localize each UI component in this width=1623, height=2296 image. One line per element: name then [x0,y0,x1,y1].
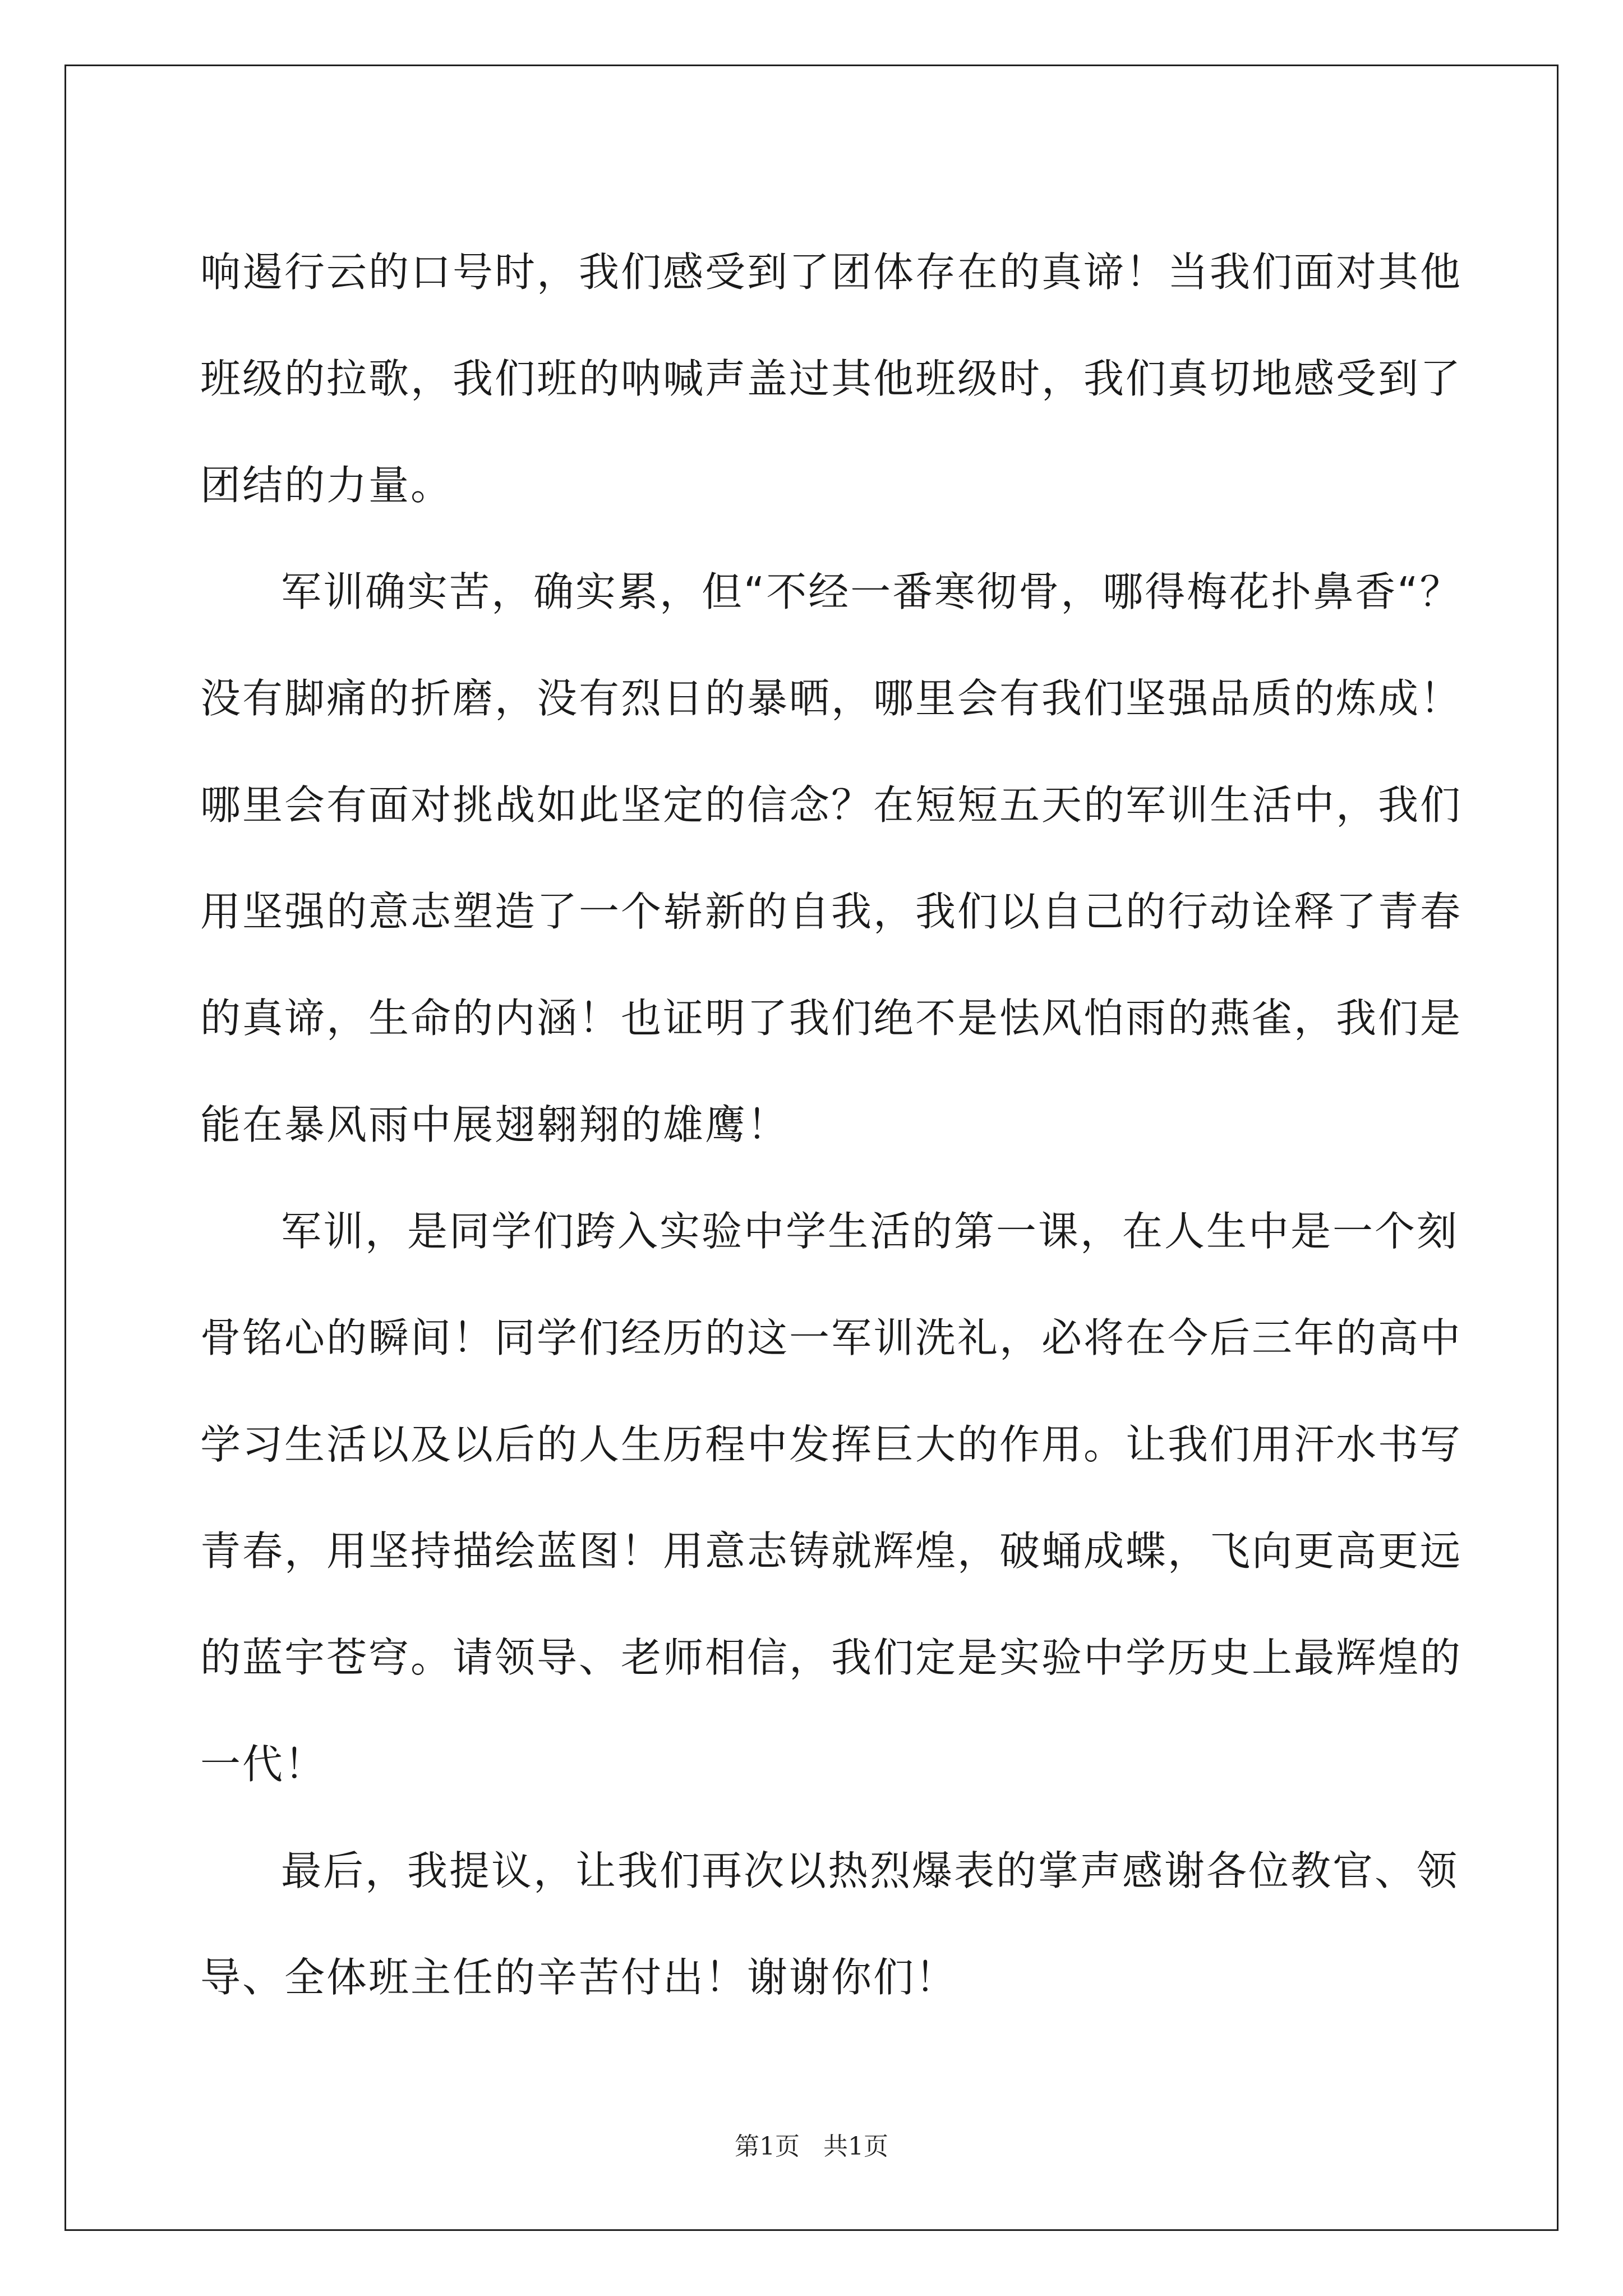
text-line: 的蓝宇苍穹。请领导、老师相信，我们定是实验中学历史上最辉煌的 [200,1634,1463,1681]
text-line: 哪里会有面对挑战如此坚定的信念？在短短五天的军训生活中，我们 [200,781,1463,829]
text-line: 用坚强的意志塑造了一个崭新的自我，我们以自己的行动诠释了青春 [200,888,1463,935]
text-line: 青春，用坚持描绘蓝图！用意志铸就辉煌，破蛹成蝶，飞向更高更远 [200,1527,1463,1575]
paragraph-2 [200,539,1463,1178]
page-footer: 第1页 共1页 [735,2132,888,2161]
text-line: 骨铭心的瞬间！同学们经历的这一军训洗礼，必将在今后三年的高中 [200,1314,1463,1361]
text-line: 能在暴风雨中展翅翱翔的雄鹰！ [200,1101,790,1148]
text-line: 军训确实苦，确实累，但“不经一番寒彻骨，哪得梅花扑鼻香“？ [281,568,1462,615]
text-line: 军训，是同学们跨入实验中学生活的第一课，在人生中是一个刻 [281,1208,1459,1255]
text-line: 导、全体班主任的辛苦付出！谢谢你们！ [200,1954,958,2001]
text-line: 学习生活以及以后的人生历程中发挥巨大的作用。让我们用汗水书写 [200,1421,1463,1468]
document-body [200,219,1463,2031]
paragraph-4 [200,1818,1459,2031]
text-line: 的真谛，生命的内涵！也证明了我们绝不是怯风怕雨的燕雀，我们是 [200,995,1463,1042]
text-line: 响遏行云的口号时，我们感受到了团体存在的真谛！当我们面对其他 [200,249,1463,296]
paragraph-1 [200,219,1463,539]
text-line: 最后，我提议，让我们再次以热烈爆表的掌声感谢各位教官、领 [281,1847,1459,1894]
text-line: 团结的力量。 [200,462,453,509]
text-line: 没有脚痛的折磨，没有烈日的暴晒，哪里会有我们坚强品质的炼成！ [200,675,1463,722]
text-line: 班级的拉歌，我们班的呐喊声盖过其他班级时，我们真切地感受到了 [200,355,1463,402]
paragraph-3 [200,1178,1463,1818]
text-line: 一代！ [200,1741,327,1788]
